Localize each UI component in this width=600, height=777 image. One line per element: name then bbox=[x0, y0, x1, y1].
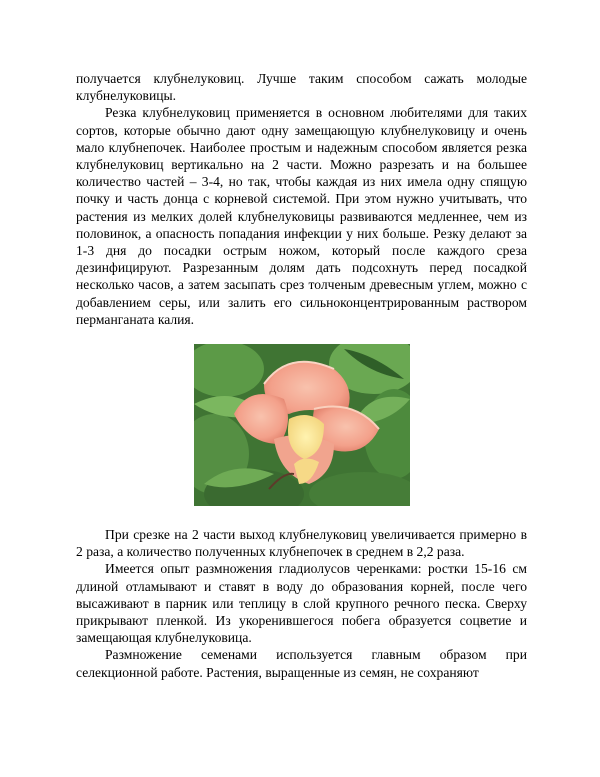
document-page bbox=[76, 70, 527, 681]
paragraph-1: получается клубнелуковиц. Лучше таким способом сажать молодые клубнелуковицы. bbox=[76, 71, 527, 104]
paragraph-5: Размножение семенами используется главным образом при селекционной работе. Растения, выращенные из семян, не сохраняют bbox=[76, 647, 527, 680]
paragraph-3: При срезке на 2 части выход клубнелуковиц увеличивается примерно в 2 раза, а количество полученных клубнепочек в среднем в 2,2 раза. bbox=[76, 527, 527, 560]
paragraph-2: Резка клубнелуковиц применяется в основном любителями для таких сортов, которые обычно дают одну замещающую клубнелуковицу и очень мало клубнепочек. Наиболее простым и надежным способом является резка клубнелуковиц вертикально на 2 части. Можно разрезать и на большее количество частей – 3-4, но так, чтобы каждая из них имела одну спящую почку и часть донца с корневой системой. При этом нужно учитывать, что растения из мелких долей клубнелуковицы развиваются медленнее, чем из половинок, а опасность попадания инфекции у них больше. Резку делают за 1-3 дня до посадки острым ножом, который после каждого среза дезинфицируют. Разрезанным долям дать подсохнуть перед посадкой несколько часов, а затем засыпать срез толченым древесным углем, можно с добавлением серы, или залить его сильноконцентрированным раствором перманганата калия. bbox=[76, 105, 527, 327]
gladiolus-flower-photo bbox=[194, 344, 410, 506]
paragraph-4: Имеется опыт размножения гладиолусов черенками: ростки 15-16 см длиной отламывают и ставят в воду до образования корней, после чего высаживают в парник или теплицу в слой крупного речного песка. Сверху прикрывают пленкой. Из укоренившегося побега образуется соцветие и замещающая клубнелуковица. bbox=[76, 561, 527, 646]
